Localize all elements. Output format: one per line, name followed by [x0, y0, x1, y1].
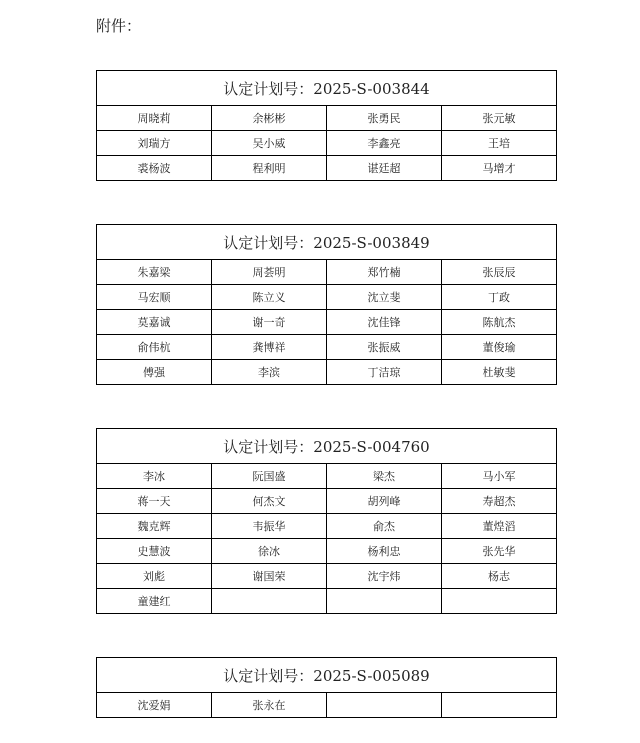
name-cell: 马增才: [442, 156, 557, 181]
plan-title-row: [97, 71, 557, 106]
name-cell: 史慧波: [97, 539, 212, 564]
plan-title: [97, 429, 557, 464]
plan-table: [96, 224, 557, 385]
name-cell: 沈宇炜: [327, 564, 442, 589]
table-row: [97, 539, 557, 564]
name-cell: 吴小威: [212, 131, 327, 156]
name-cell: 程利明: [212, 156, 327, 181]
name-cell: 丁政: [442, 285, 557, 310]
name-cell: 梁杰: [327, 464, 442, 489]
plan-table: [96, 428, 557, 614]
plan-number: 2025-S-003844: [313, 79, 430, 98]
name-cell: 杨志: [442, 564, 557, 589]
name-cell: 杨利忠: [327, 539, 442, 564]
name-cell: 莫嘉诚: [97, 310, 212, 335]
name-cell: 童建红: [97, 589, 212, 614]
name-cell: 李滨: [212, 360, 327, 385]
plan-number: 2025-S-005089: [313, 666, 430, 685]
name-cell: 张永在: [212, 693, 327, 718]
plan-prefix: 认定计划号：: [223, 79, 314, 98]
name-cell: 李冰: [97, 464, 212, 489]
table-row: [97, 310, 557, 335]
name-cell: 刘瑞方: [97, 131, 212, 156]
name-cell: 魏克辉: [97, 514, 212, 539]
name-cell: [442, 589, 557, 614]
name-cell: 李鑫亮: [327, 131, 442, 156]
table-row: [97, 589, 557, 614]
name-cell: 董煌滔: [442, 514, 557, 539]
table-row: [97, 514, 557, 539]
plan-table: [96, 657, 557, 718]
name-cell: 俞杰: [327, 514, 442, 539]
name-cell: 何杰文: [212, 489, 327, 514]
name-cell: 徐冰: [212, 539, 327, 564]
name-cell: 刘彪: [97, 564, 212, 589]
name-cell: 谢一奇: [212, 310, 327, 335]
name-cell: 周晓莉: [97, 106, 212, 131]
name-cell: 傅强: [97, 360, 212, 385]
table-row: [97, 564, 557, 589]
name-cell: 蒋一天: [97, 489, 212, 514]
table-row: [97, 131, 557, 156]
name-cell: 马小军: [442, 464, 557, 489]
name-cell: 王培: [442, 131, 557, 156]
table-row: [97, 489, 557, 514]
table-row: [97, 156, 557, 181]
plan-prefix: 认定计划号：: [223, 437, 314, 456]
table-row: [97, 285, 557, 310]
name-cell: [327, 693, 442, 718]
table-row: [97, 106, 557, 131]
plan-title: [97, 225, 557, 260]
plan-title: [97, 71, 557, 106]
name-cell: [442, 693, 557, 718]
plan-title-row: [97, 658, 557, 693]
plan-title-row: [97, 429, 557, 464]
plan-title: [97, 658, 557, 693]
name-cell: [327, 589, 442, 614]
table-row: [97, 693, 557, 718]
name-cell: 陈立义: [212, 285, 327, 310]
name-cell: 寿超杰: [442, 489, 557, 514]
plan-table: [96, 70, 557, 181]
name-cell: 谢国荣: [212, 564, 327, 589]
table-row: [97, 360, 557, 385]
name-cell: 朱嘉梁: [97, 260, 212, 285]
plan-number: 2025-S-004760: [313, 437, 430, 456]
table-row: [97, 335, 557, 360]
name-cell: 韦振华: [212, 514, 327, 539]
name-cell: 张元敏: [442, 106, 557, 131]
name-cell: 张辰辰: [442, 260, 557, 285]
attachment-label: 附件：: [96, 17, 142, 35]
plan-prefix: 认定计划号：: [223, 666, 314, 685]
name-cell: 龚博祥: [212, 335, 327, 360]
name-cell: 谌廷超: [327, 156, 442, 181]
name-cell: 阮国盛: [212, 464, 327, 489]
table-row: [97, 464, 557, 489]
name-cell: 董俊瑜: [442, 335, 557, 360]
name-cell: 胡列峰: [327, 489, 442, 514]
name-cell: 沈佳锋: [327, 310, 442, 335]
name-cell: 马宏顺: [97, 285, 212, 310]
plan-number: 2025-S-003849: [313, 233, 430, 252]
name-cell: 陈航杰: [442, 310, 557, 335]
name-cell: [212, 589, 327, 614]
name-cell: 张勇民: [327, 106, 442, 131]
name-cell: 周荟明: [212, 260, 327, 285]
name-cell: 裘杨波: [97, 156, 212, 181]
name-cell: 沈爱娟: [97, 693, 212, 718]
name-cell: 余彬彬: [212, 106, 327, 131]
name-cell: 张振威: [327, 335, 442, 360]
name-cell: 沈立斐: [327, 285, 442, 310]
name-cell: 杜敏斐: [442, 360, 557, 385]
name-cell: 张先华: [442, 539, 557, 564]
name-cell: 俞伟杭: [97, 335, 212, 360]
name-cell: 丁洁琼: [327, 360, 442, 385]
table-row: [97, 260, 557, 285]
plan-prefix: 认定计划号：: [223, 233, 314, 252]
plan-title-row: [97, 225, 557, 260]
name-cell: 郑竹楠: [327, 260, 442, 285]
